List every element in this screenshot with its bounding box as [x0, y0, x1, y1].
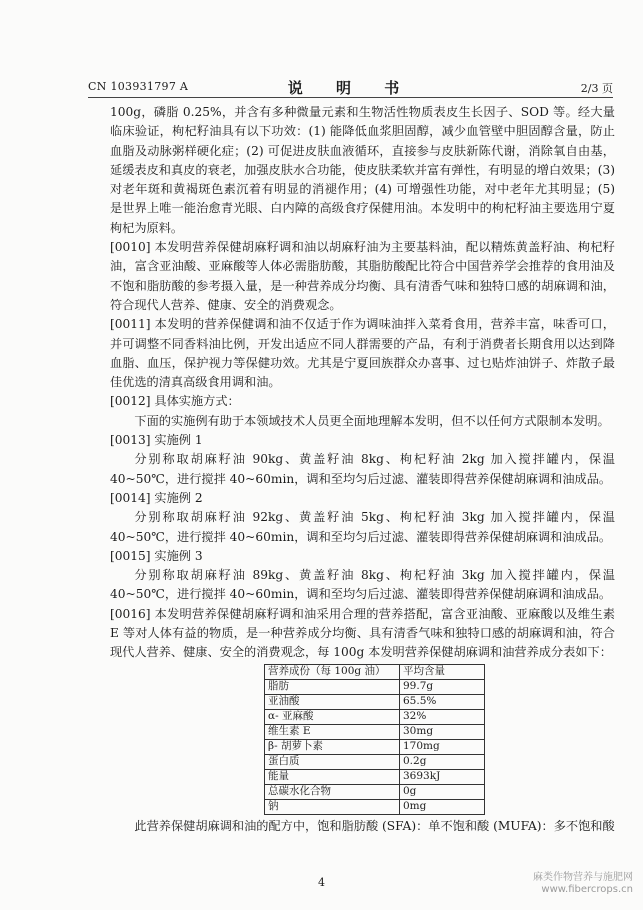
table-row: [265, 679, 485, 694]
watermark-title: 麻类作物营养与施肥网: [533, 872, 633, 883]
table-row: [265, 724, 485, 739]
patent-number: CN 103931797 A: [88, 80, 189, 93]
paragraph-0013-heading: [0013] 实施例 1: [110, 433, 203, 448]
paragraph-0012-heading: [0012] 具体实施方式：: [110, 394, 240, 409]
page-number: 4: [318, 876, 325, 889]
table-cell: 99.7g: [400, 679, 485, 694]
table-cell: 30mg: [400, 724, 485, 739]
table-cell: 能量: [265, 769, 400, 784]
paragraph-0010: [0010] 本发明营养保健胡麻籽调和油以胡麻籽油为主要基料油，配以精炼黄盖籽油、枸杞籽油，富含亚油酸、亚麻酸等人体必需脂肪酸，其脂肪酸配比符合中国营养学会推荐的食用油及不饱和脂肪酸的参考摄入量，是一种营养成分均衡、具有清香气味和独特口感的胡麻调和油，符合现代人营养、健康、安全的消费观念。: [110, 240, 615, 312]
table-cell: β- 胡萝卜素: [265, 739, 400, 754]
table-cell: 170mg: [400, 739, 485, 754]
document-body: [110, 103, 615, 836]
table-row: [265, 694, 485, 709]
paragraph-0012-body: 下面的实施例有助于本领域技术人员更全面地理解本发明，但不以任何方式限制本发明。: [134, 413, 610, 428]
page-header: [88, 78, 613, 98]
table-row: [265, 784, 485, 799]
table-cell: 总碳水化合物: [265, 784, 400, 799]
paragraph-closing: 此营养保健胡麻调和油的配方中，饱和脂肪酸 (SFA)：单不饱和酸 (MUFA)：多不饱和酸: [134, 818, 615, 833]
table-header-cell: 平均含量: [400, 664, 485, 679]
table-row: [265, 754, 485, 769]
table-header-cell: 营养成份（每 100g 油）: [265, 664, 400, 679]
nutrition-table: [264, 664, 485, 815]
watermark: [533, 872, 633, 896]
paragraph-0016: [0016] 本发明营养保健胡麻籽调和油采用合理的营养搭配，富含亚油酸、亚麻酸以及维生素 E 等对人体有益的物质，是一种营养成分均衡、具有清香气味和独特口感的胡麻调和油，符合现代人营养、健康、安全的消费观念，每 100g 本发明营养保健胡麻调和油营养成分表如下：: [110, 606, 615, 660]
paragraph-0013-body: 分别称取胡麻籽油 90kg、黄盖籽油 8kg、枸杞籽油 2kg 加入搅拌罐内，保温 40~50℃，进行搅拌 40~60min，调和至均匀后过滤、灌装即得营养保健胡麻调和油成品。: [110, 452, 615, 486]
table-cell: 蛋白质: [265, 754, 400, 769]
page-reference: 2/3 页: [580, 82, 613, 95]
table-cell: 0g: [400, 784, 485, 799]
table-row: [265, 709, 485, 724]
paragraph-0015-heading: [0015] 实施例 3: [110, 548, 203, 563]
table-cell: 钠: [265, 799, 400, 814]
table-row: [265, 799, 485, 814]
header-rule: [88, 97, 613, 98]
paragraph-intro: 100g，磷脂 0.25%，并含有多种微量元素和生物活性物质表皮生长因子、SOD 等。经大量临床验证，枸杞籽油具有以下功效：(1) 能降低血浆胆固醇，减少血管壁中胆固醇含量，防止血脂及动脉粥样硬化症；(2) 可促进皮肤血液循环，直接参与皮肤新陈代谢，消除氧自由基，延缓表皮和真皮的衰老，加强皮肤水合功能，使皮肤柔软并富有弹性，有明显的增白效果；(3) 对老年斑和黄褐斑色素沉着有明显的消褪作用；(4) 可增强性功能，对中老年尤其明显；(5) 是世界上唯一能治愈青光眼、白内障的高级食疗保健用油。本发明中的枸杞籽油主要选用宁夏枸杞为原料。: [110, 105, 615, 235]
table-cell: 亚油酸: [265, 694, 400, 709]
table-cell: α- 亚麻酸: [265, 709, 400, 724]
table-cell: 0mg: [400, 799, 485, 814]
watermark-url: www.fibercrops.cn: [541, 884, 633, 895]
table-cell: 脂肪: [265, 679, 400, 694]
table-row: [265, 739, 485, 754]
paragraph-0011: [0011] 本发明的营养保健调和油不仅适于作为调味油拌入菜肴食用，营养丰富，味香可口，并可调整不同香料油比例，开发出适应不同人群需要的产品，有利于消费者长期食用以达到降血脂、血压，保护视力等保健功效。尤其是宁夏回族群众办喜事、过乜贴炸油饼子、炸散子最佳优选的清真高级食用调和油。: [110, 317, 615, 390]
paragraph-0014-body: 分别称取胡麻籽油 92kg、黄盖籽油 5kg、枸杞籽油 3kg 加入搅拌罐内，保温 40~50℃，进行搅拌 40~60min，调和至均匀后过滤、灌装即得营养保健胡麻调和油成品。: [110, 510, 615, 544]
table-header-row: [265, 664, 485, 679]
table-cell: 32%: [400, 709, 485, 724]
table-cell: 维生素 E: [265, 724, 400, 739]
paragraph-0015-body: 分别称取胡麻籽油 89kg、黄盖籽油 8kg、枸杞籽油 3kg 加入搅拌罐内，保温 40~50℃，进行搅拌 40~60min，调和至均匀后过滤、灌装即得营养保健胡麻调和油成品。: [110, 568, 615, 602]
table-cell: 0.2g: [400, 754, 485, 769]
table-row: [265, 769, 485, 784]
table-cell: 3693kJ: [400, 769, 485, 784]
table-cell: 65.5%: [400, 694, 485, 709]
document-title: 说 明 书: [287, 79, 414, 97]
paragraph-0014-heading: [0014] 实施例 2: [110, 490, 203, 505]
